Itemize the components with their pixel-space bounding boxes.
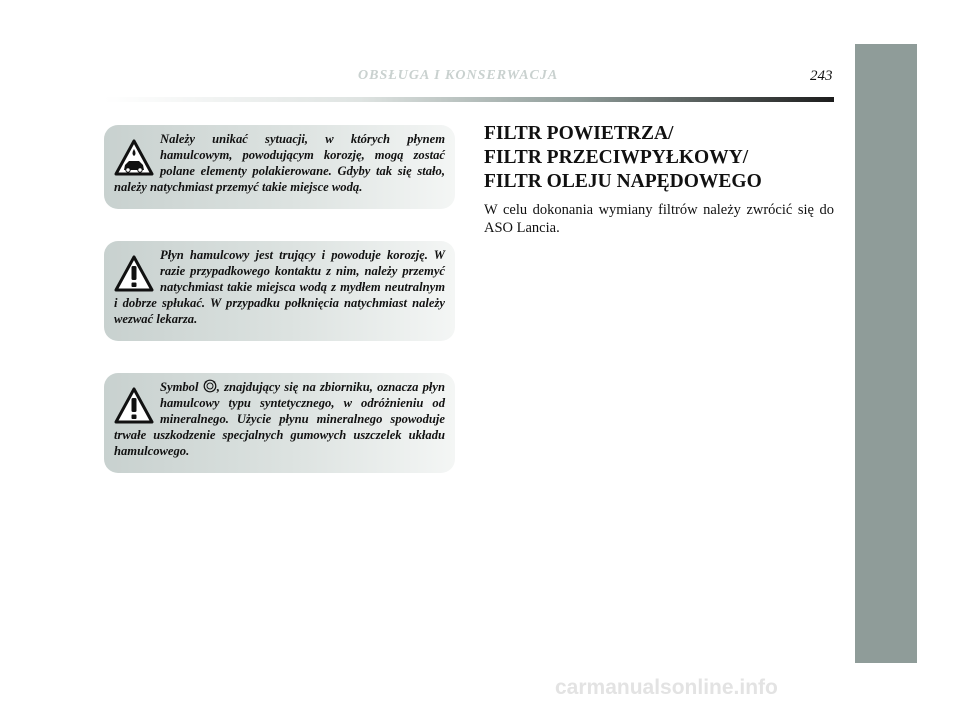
warning-text-after: , znajdujący się na zbiorniku, oznacza płyn hamulcowy typu syntetycznego, w odróżnieniu od mineralnego. Użycie płynu mineralnego spowoduje trwałe uszkodzenie specjalnych gumowych uszczelek układu hamulcowego. [114,380,445,458]
warning-text [114,379,445,459]
page-number: 243 [810,68,833,84]
section-title-line: FILTR PRZECIWPYŁKOWY/ [484,147,749,168]
side-tab [855,44,917,663]
car-paint-warning-icon [114,139,154,177]
section-body: W celu dokonania wymiany filtrów należy zwrócić się do ASO Lancia. [484,202,834,236]
warning-box-paint [104,125,455,209]
brake-fluid-symbol-icon [203,379,217,393]
warning-text: Należy unikać sytuacji, w których płynem hamulcowym, powodującym korozję, mogą zostać polane elementy polakierowane. Gdyby tak się stało, należy natychmiast przemyć takie miejsce wodą. [114,132,445,194]
warning-box-symbol [104,373,455,473]
warning-text-before: Symbol [160,380,203,394]
warning-triangle-icon [114,255,154,293]
header-rule [104,97,834,102]
warning-box-toxic [104,241,455,341]
header-title: OBSŁUGA I KONSERWACJA [358,68,559,83]
watermark: carmanualsonline.info [555,676,778,699]
section-title [484,122,762,194]
warning-triangle-icon [114,387,154,425]
warning-text: Płyn hamulcowy jest trujący i powoduje korozję. W razie przypadkowego kontaktu z nim, należy przemyć natychmiast takie miejsca wodą z mydłem neutralnym i dobrze spłukać. W przypadku połknięcia natychmiast należy wezwać lekarza. [114,248,445,326]
section-title-line: FILTR OLEJU NAPĘDOWEGO [484,171,762,192]
section-title-line: FILTR POWIETRZA/ [484,123,674,144]
